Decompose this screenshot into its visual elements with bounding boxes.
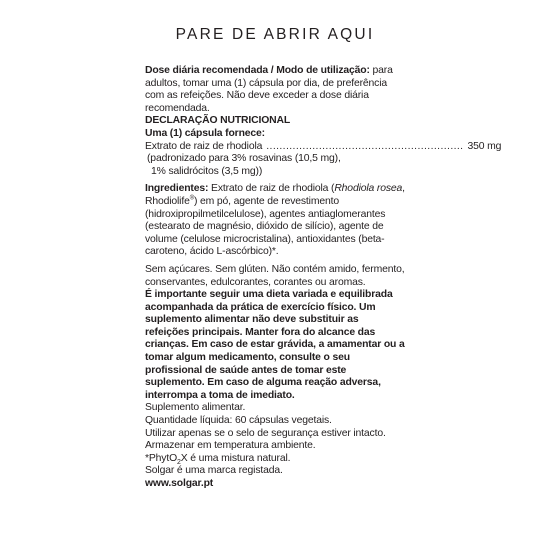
dosage-paragraph <box>145 65 405 115</box>
ingredients-latin: Rhodiola rosea <box>334 183 403 195</box>
storage-line: Armazenar em temperatura ambiente. <box>145 440 316 452</box>
ingredients-label: Ingredientes: <box>145 183 209 195</box>
supplement-label <box>145 26 502 491</box>
supplement-line: Suplemento alimentar. <box>145 402 246 414</box>
registered-mark: ® <box>189 195 194 202</box>
nutrition-subtitle: Uma (1) cápsula fornece: <box>145 127 265 139</box>
phyto-line <box>145 453 405 466</box>
quantity-line: Quantidade líquida: 60 cápsulas vegetais. <box>145 415 332 427</box>
standardized-line-1: (padronizado para 3% rosavinas (10,5 mg), <box>147 153 341 165</box>
phyto-subscript: 2 <box>177 458 181 466</box>
dosage-text: para adultos, tomar uma (1) cápsula por dia, de preferência com as refeições. Não deve exceder a dose diária recomendada. <box>145 65 393 114</box>
open-here-header: PARE DE ABRIR AQUI <box>175 26 375 43</box>
label-text-panel <box>145 65 502 491</box>
seal-line: Utilizar apenas se o selo de segurança estiver intacto. <box>145 427 386 439</box>
phyto-prefix: *PhytO <box>145 452 178 464</box>
phyto-suffix: X é uma mistura natural. <box>180 452 291 464</box>
extract-dots: ............................................................ <box>266 140 464 152</box>
website-link[interactable]: www.solgar.pt <box>145 478 214 489</box>
ingredients-paragraph <box>145 183 405 259</box>
ingredients-part3: ) em pó, agente de revestimento (hidroxipropilmetilcelulose), agentes antiaglomerantes (estearato de magnésio, dióxido de silício), agente de volume (celulose microcristalina), antioxidantes (beta-caroteno, ácido L-ascórbico)*. <box>145 195 386 258</box>
extract-amount: 350 mg <box>467 140 502 152</box>
standardized-line-2: 1% salidrócitos (3,5 mg)) <box>151 165 263 177</box>
nutrition-title: DECLARAÇÃO NUTRICIONAL <box>145 115 291 127</box>
trademark-line: Solgar é uma marca registada. <box>145 465 283 477</box>
free-from-paragraph: Sem açúcares. Sem glúten. Não contém amido, fermento, conservantes, edulcorantes, corantes ou aromas. <box>145 263 405 288</box>
ingredients-part2: , Rhodiolife <box>145 183 405 207</box>
dosage-label: Dose diária recomendada / Modo de utilização: <box>145 65 370 76</box>
extract-name: Extrato de raiz de rhodiola <box>145 140 263 152</box>
warning-paragraph: É importante seguir uma dieta variada e equilibrada acompanhada da prática de exercício físico. Um suplemento alimentar não deve substituir as refeições principais. Manter fora do alcance das crianças. Em caso de estar grávida, a amamentar ou a tomar algum medicamento, consulte o seu profissional de saúde antes de tomar este suplemento. Em caso de alguma reação adversa, interrompa a toma de imediato. <box>145 289 405 401</box>
extract-row <box>145 140 502 154</box>
ingredients-part1: Extrato de raiz de rhodiola ( <box>208 183 335 195</box>
